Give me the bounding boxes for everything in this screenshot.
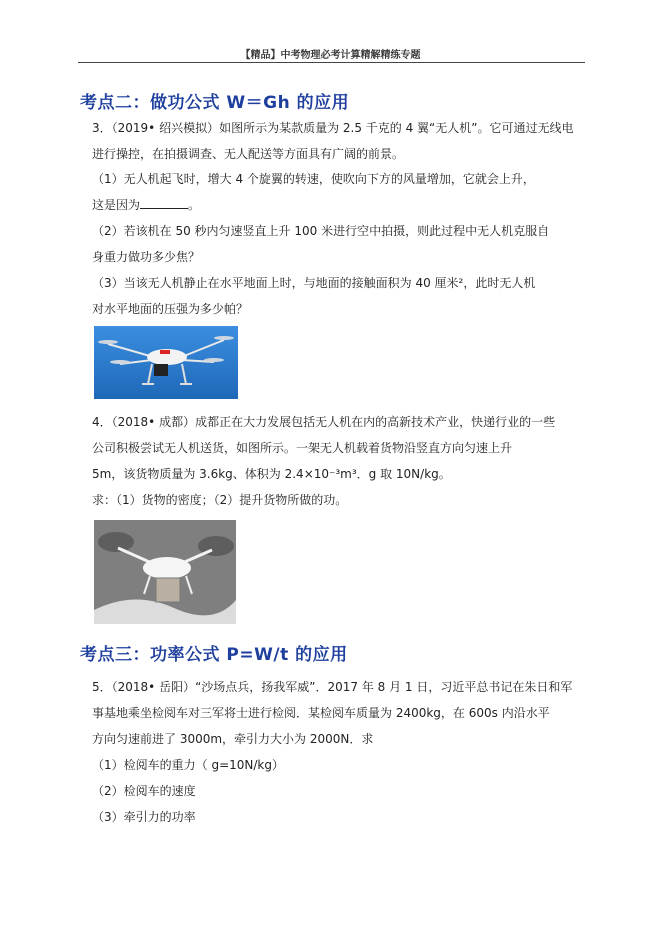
page-header: 【精品】中考物理必考计算精解精练专题 xyxy=(240,50,421,61)
q3-line-4 xyxy=(92,197,200,213)
q5-line-2: 事基地乘坐检阅车对三军将士进行检阅．某检阅车质量为 2400kg，在 600s 内沿水平 xyxy=(92,706,550,720)
q5-line-1: 5．（2018• 岳阳）“沙场点兵，扬我军威”．2017 年 8 月 1 日，习近平总书记在朱日和军 xyxy=(92,680,573,694)
q3-line-5: （2）若该机在 50 秒内匀速竖直上升 100 米进行空中拍摄，则此过程中无人机克服自 xyxy=(92,224,550,238)
q5-line-3: 方向匀速前进了 3000m，牵引力大小为 2000N．求 xyxy=(92,732,374,746)
q4-line-3: 5m，该货物质量为 3.6kg、体积为 2.4×10⁻³m³．g 取 10N/kg。 xyxy=(92,467,451,481)
q3-line-4-end: 。 xyxy=(188,198,201,212)
q3-line-2: 进行操控，在拍摄调查、无人配送等方面具有广阔的前景。 xyxy=(92,147,405,161)
q3-line-4-text: 这是因为 xyxy=(92,198,141,212)
section-title-2: 考点二：做功公式 W＝Gh 的应用 xyxy=(80,93,350,113)
section-title-3: 考点三：功率公式 P=W/t 的应用 xyxy=(80,645,348,665)
drone-photo-1 xyxy=(94,326,238,399)
q3-line-6: 身重力做功多少焦？ xyxy=(92,250,201,264)
q3-line-7: （3）当该无人机静止在水平地面上时，与地面的接触面积为 40 厘米²，此时无人机 xyxy=(92,276,536,290)
answer-blank xyxy=(140,197,188,209)
q5-line-6: （3）牵引力的功率 xyxy=(92,810,196,824)
q4-line-1: 4．（2018• 成都）成都正在大力发展包括无人机在内的高新技术产业，快递行业的一些 xyxy=(92,415,556,429)
q5-line-4: （1）检阅车的重力（ g=10N/kg） xyxy=(92,758,284,772)
q3-line-3: （1）无人机起飞时，增大 4 个旋翼的转速，使吹向下方的风量增加，它就会上升， xyxy=(92,172,535,186)
drone-photo-2 xyxy=(94,520,236,624)
q4-line-2: 公司积极尝试无人机送货，如图所示。一架无人机载着货物沿竖直方向匀速上升 xyxy=(92,441,513,455)
q3-line-1: 3．（2019• 绍兴模拟）如图所示为某款质量为 2.5 千克的 4 翼“无人机”。它可通过无线电 xyxy=(92,121,574,135)
header-rule xyxy=(78,62,585,63)
q3-line-8: 对水平地面的压强为多少帕？ xyxy=(92,302,249,316)
q5-line-5: （2）检阅车的速度 xyxy=(92,784,196,798)
q4-line-4: 求：（1）货物的密度；（2）提升货物所做的功。 xyxy=(92,493,348,507)
